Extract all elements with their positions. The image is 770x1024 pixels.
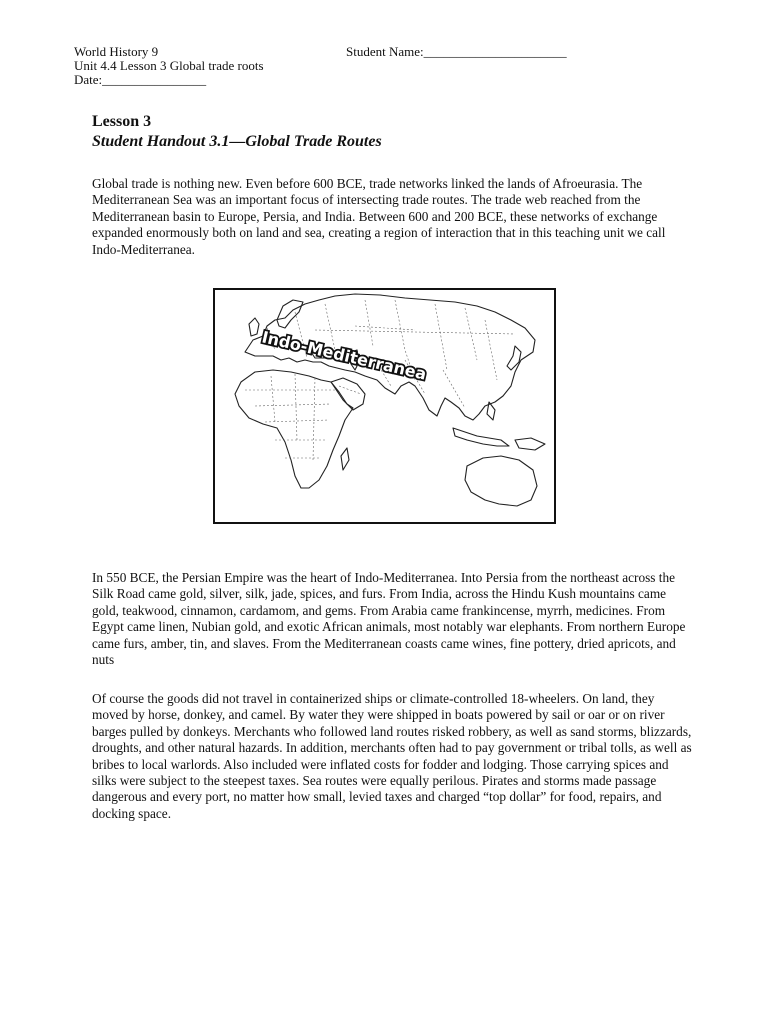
lesson-title: Lesson 3 bbox=[92, 113, 152, 130]
student-name-line: Student Name:______________________ bbox=[346, 44, 567, 59]
date-line: Date:________________ bbox=[74, 72, 207, 87]
unit-line: Unit 4.4 Lesson 3 Global trade roots bbox=[74, 58, 264, 73]
region-label: Indo-Mediterranea bbox=[260, 327, 429, 384]
indonesia-outline bbox=[453, 428, 509, 446]
handout-title: Student Handout 3.1—Global Trade Routes bbox=[92, 133, 382, 150]
arabia-outline bbox=[331, 378, 365, 410]
map-drawing bbox=[215, 290, 554, 522]
australia-outline bbox=[465, 456, 537, 506]
travel-paragraph: Of course the goods did not travel in containerized ships or climate-controlled 18-wheelers. On land, they moved by horse, donkey, and camel. By water they were shipped in boats powered by sail or oar or on river barges pulled by donkeys. Merchants who followed land routes risked robbery, as well as sand storms, blizzards, droughts, and other natural hazards. In addition, merchants often had to pay government or tribal tolls, as well as bribes to local warlords. Also included were inflated costs for fodder and lodging. Those carrying spices and silks were subject to the steepest taxes. Sea routes were equally perilous. Pirates and storms made passage dangerous and every port, no matter how small, levied taxes and charged “top dollar” for food, repairs, and docking space. bbox=[92, 691, 692, 821]
course-name: World History 9 bbox=[74, 44, 159, 59]
persia-paragraph: In 550 BCE, the Persian Empire was the heart of Indo-Mediterranea. Into Persia from the northeast across the Silk Road came gold, silver, silk, jade, spices, and furs. From India, across the Hindu Kush mountains came gold, teakwood, cinnamon, cardamom, and gems. From Arabia came frankincense, myrrh, medicines. From Egypt came linen, Nubian gold, and exotic African animals, most notably war elephants. From northern Europe came furs, amber, tin, and slaves. From the Mediterranean coasts came wines, fine pottery, dried apricots, and nuts bbox=[92, 570, 686, 668]
scandinavia-outline bbox=[277, 300, 303, 328]
madagascar-outline bbox=[341, 448, 349, 470]
britain-outline bbox=[249, 318, 259, 336]
intro-paragraph: Global trade is nothing new. Even before 600 BCE, trade networks linked the lands of Afroeurasia. The Mediterranean Sea was an important focus of intersecting trade routes. The trade web reached from the Mediterranean basin to Europe, Persia, and India. Between 600 and 200 BCE, these networks of exchange expanded enormously both on land and sea, creating a region of interaction that in this teaching unit we call Indo-Mediterranea. bbox=[92, 176, 666, 257]
afroeurasia-map bbox=[213, 288, 556, 524]
philippines-outline bbox=[487, 402, 495, 420]
japan-outline bbox=[507, 346, 521, 370]
new-guinea-outline bbox=[515, 438, 545, 450]
